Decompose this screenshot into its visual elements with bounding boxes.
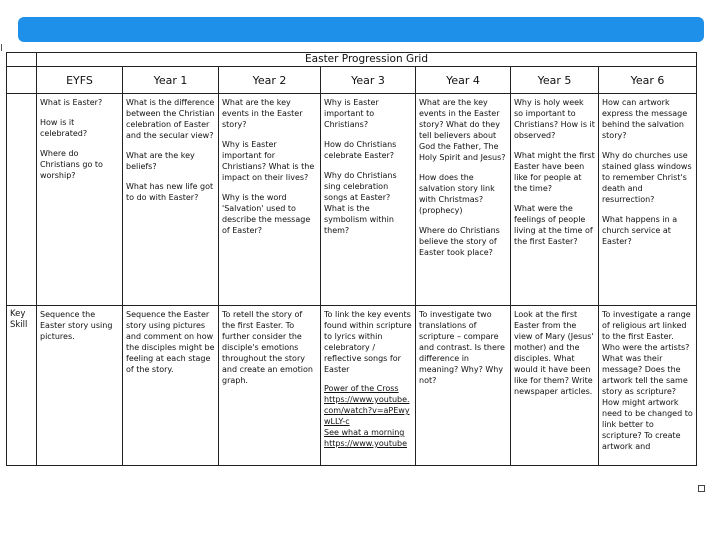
song-link-title[interactable]: Power of the Cross [324, 384, 399, 393]
question: Where do Christians go to worship? [40, 149, 103, 180]
skill-cell-eyfs: Sequence the Easter story using pictures. [37, 306, 123, 466]
easter-progression-grid [6, 52, 697, 466]
question: Why is Easter important for Christians? What is the impact on their lives? [222, 140, 315, 182]
row-label-empty [7, 94, 37, 306]
questions-cell-year1 [123, 94, 219, 306]
title-row [7, 53, 697, 67]
year-header-year3: Year 3 [321, 67, 416, 94]
song-link-title[interactable]: See what a morning [324, 428, 405, 437]
year-header-year2: Year 2 [219, 67, 321, 94]
question: Why is Easter important to Christians? [324, 98, 379, 129]
spacer [324, 375, 412, 383]
questions-cell-eyfs [37, 94, 123, 306]
year-header-eyfs: EYFS [37, 67, 123, 94]
question: What are the key beliefs? [126, 151, 195, 171]
corner-cell [7, 67, 37, 94]
question: How does the salvation story link with Christmas? (prophecy) [419, 173, 495, 215]
questions-cell-year3 [321, 94, 416, 306]
question: What might the first Easter have been like for people at the time? [514, 151, 595, 193]
question: What happens in a church service at Easter? [602, 215, 678, 246]
question: What were the feelings of people living at the time of the first Easter? [514, 204, 593, 246]
grid-title: Easter Progression Grid [37, 53, 697, 67]
question: How do Christians celebrate Easter? [324, 140, 397, 160]
key-skill-label: Key Skill [7, 306, 37, 466]
question: Where do Christians believe the story of Easter took place? [419, 226, 500, 257]
song-link-url[interactable]: https://www.youtube.com/watch?v=aPEwywLLY-c [324, 395, 410, 426]
questions-cell-year5 [511, 94, 599, 306]
resize-handle[interactable] [698, 485, 705, 492]
question: What is Easter? [40, 98, 103, 107]
skill-cell-year5: Look at the first Easter from the view of Mary (Jesus' mother) and the disciples. What would it have been like for them? Write newspaper articles. [511, 306, 599, 466]
skill-text: To link the key events found within scripture to lyrics within celebratory / reflective songs for Easter [324, 310, 412, 374]
question: How can artwork express the message behind the salvation story? [602, 98, 688, 140]
edge-marker [1, 44, 2, 51]
skill-cell-year2: To retell the story of the first Easter. To further consider the disciple's emotions throughout the story and create an emotion graph. [219, 306, 321, 466]
question: What is the difference between the Christian celebration of Easter and the secular view? [126, 98, 215, 140]
questions-cell-year2 [219, 94, 321, 306]
skill-cell-year6: To investigate a range of religious art linked to the first Easter. Who were the artists? What was their message? Does the artwork tell the same story as scripture? How might artwork need to be changed to link better to scripture? To create artwork and [599, 306, 697, 466]
skill-cell-year4: To investigate two translations of scripture – compare and contrast. Is there difference in meaning? Why? Why not? [416, 306, 511, 466]
question: Why is the word 'Salvation' used to describe the message of Easter? [222, 193, 311, 235]
skill-cell-year3 [321, 306, 416, 466]
year-header-year5: Year 5 [511, 67, 599, 94]
year-header-row [7, 67, 697, 94]
song-link-url[interactable]: https://www.youtube [324, 439, 408, 448]
top-banner [18, 17, 704, 42]
questions-cell-year4 [416, 94, 511, 306]
question: Why do churches use stained glass windows to remember Christ's death and resurrection? [602, 151, 692, 204]
skill-cell-year1: Sequence the Easter story using pictures and comment on how the disciples might be feeling at each stage of the story. [123, 306, 219, 466]
question: What are the key events in the Easter story? [222, 98, 303, 129]
key-skill-row [7, 306, 697, 466]
corner-cell [7, 53, 37, 67]
year-header-year4: Year 4 [416, 67, 511, 94]
questions-row [7, 94, 697, 306]
question: What has new life got to do with Easter? [126, 182, 214, 202]
year-header-year1: Year 1 [123, 67, 219, 94]
question: How is it celebrated? [40, 118, 88, 138]
question: What are the key events in the Easter story? What do they tell believers about God the Father, The Holy Spirit and Jesus? [419, 98, 506, 162]
questions-cell-year6 [599, 94, 697, 306]
question: Why is holy week so important to Christians? How is it observed? [514, 98, 595, 140]
year-header-year6: Year 6 [599, 67, 697, 94]
question: Why do Christians sing celebration songs at Easter? What is the symbolism within them? [324, 171, 397, 235]
